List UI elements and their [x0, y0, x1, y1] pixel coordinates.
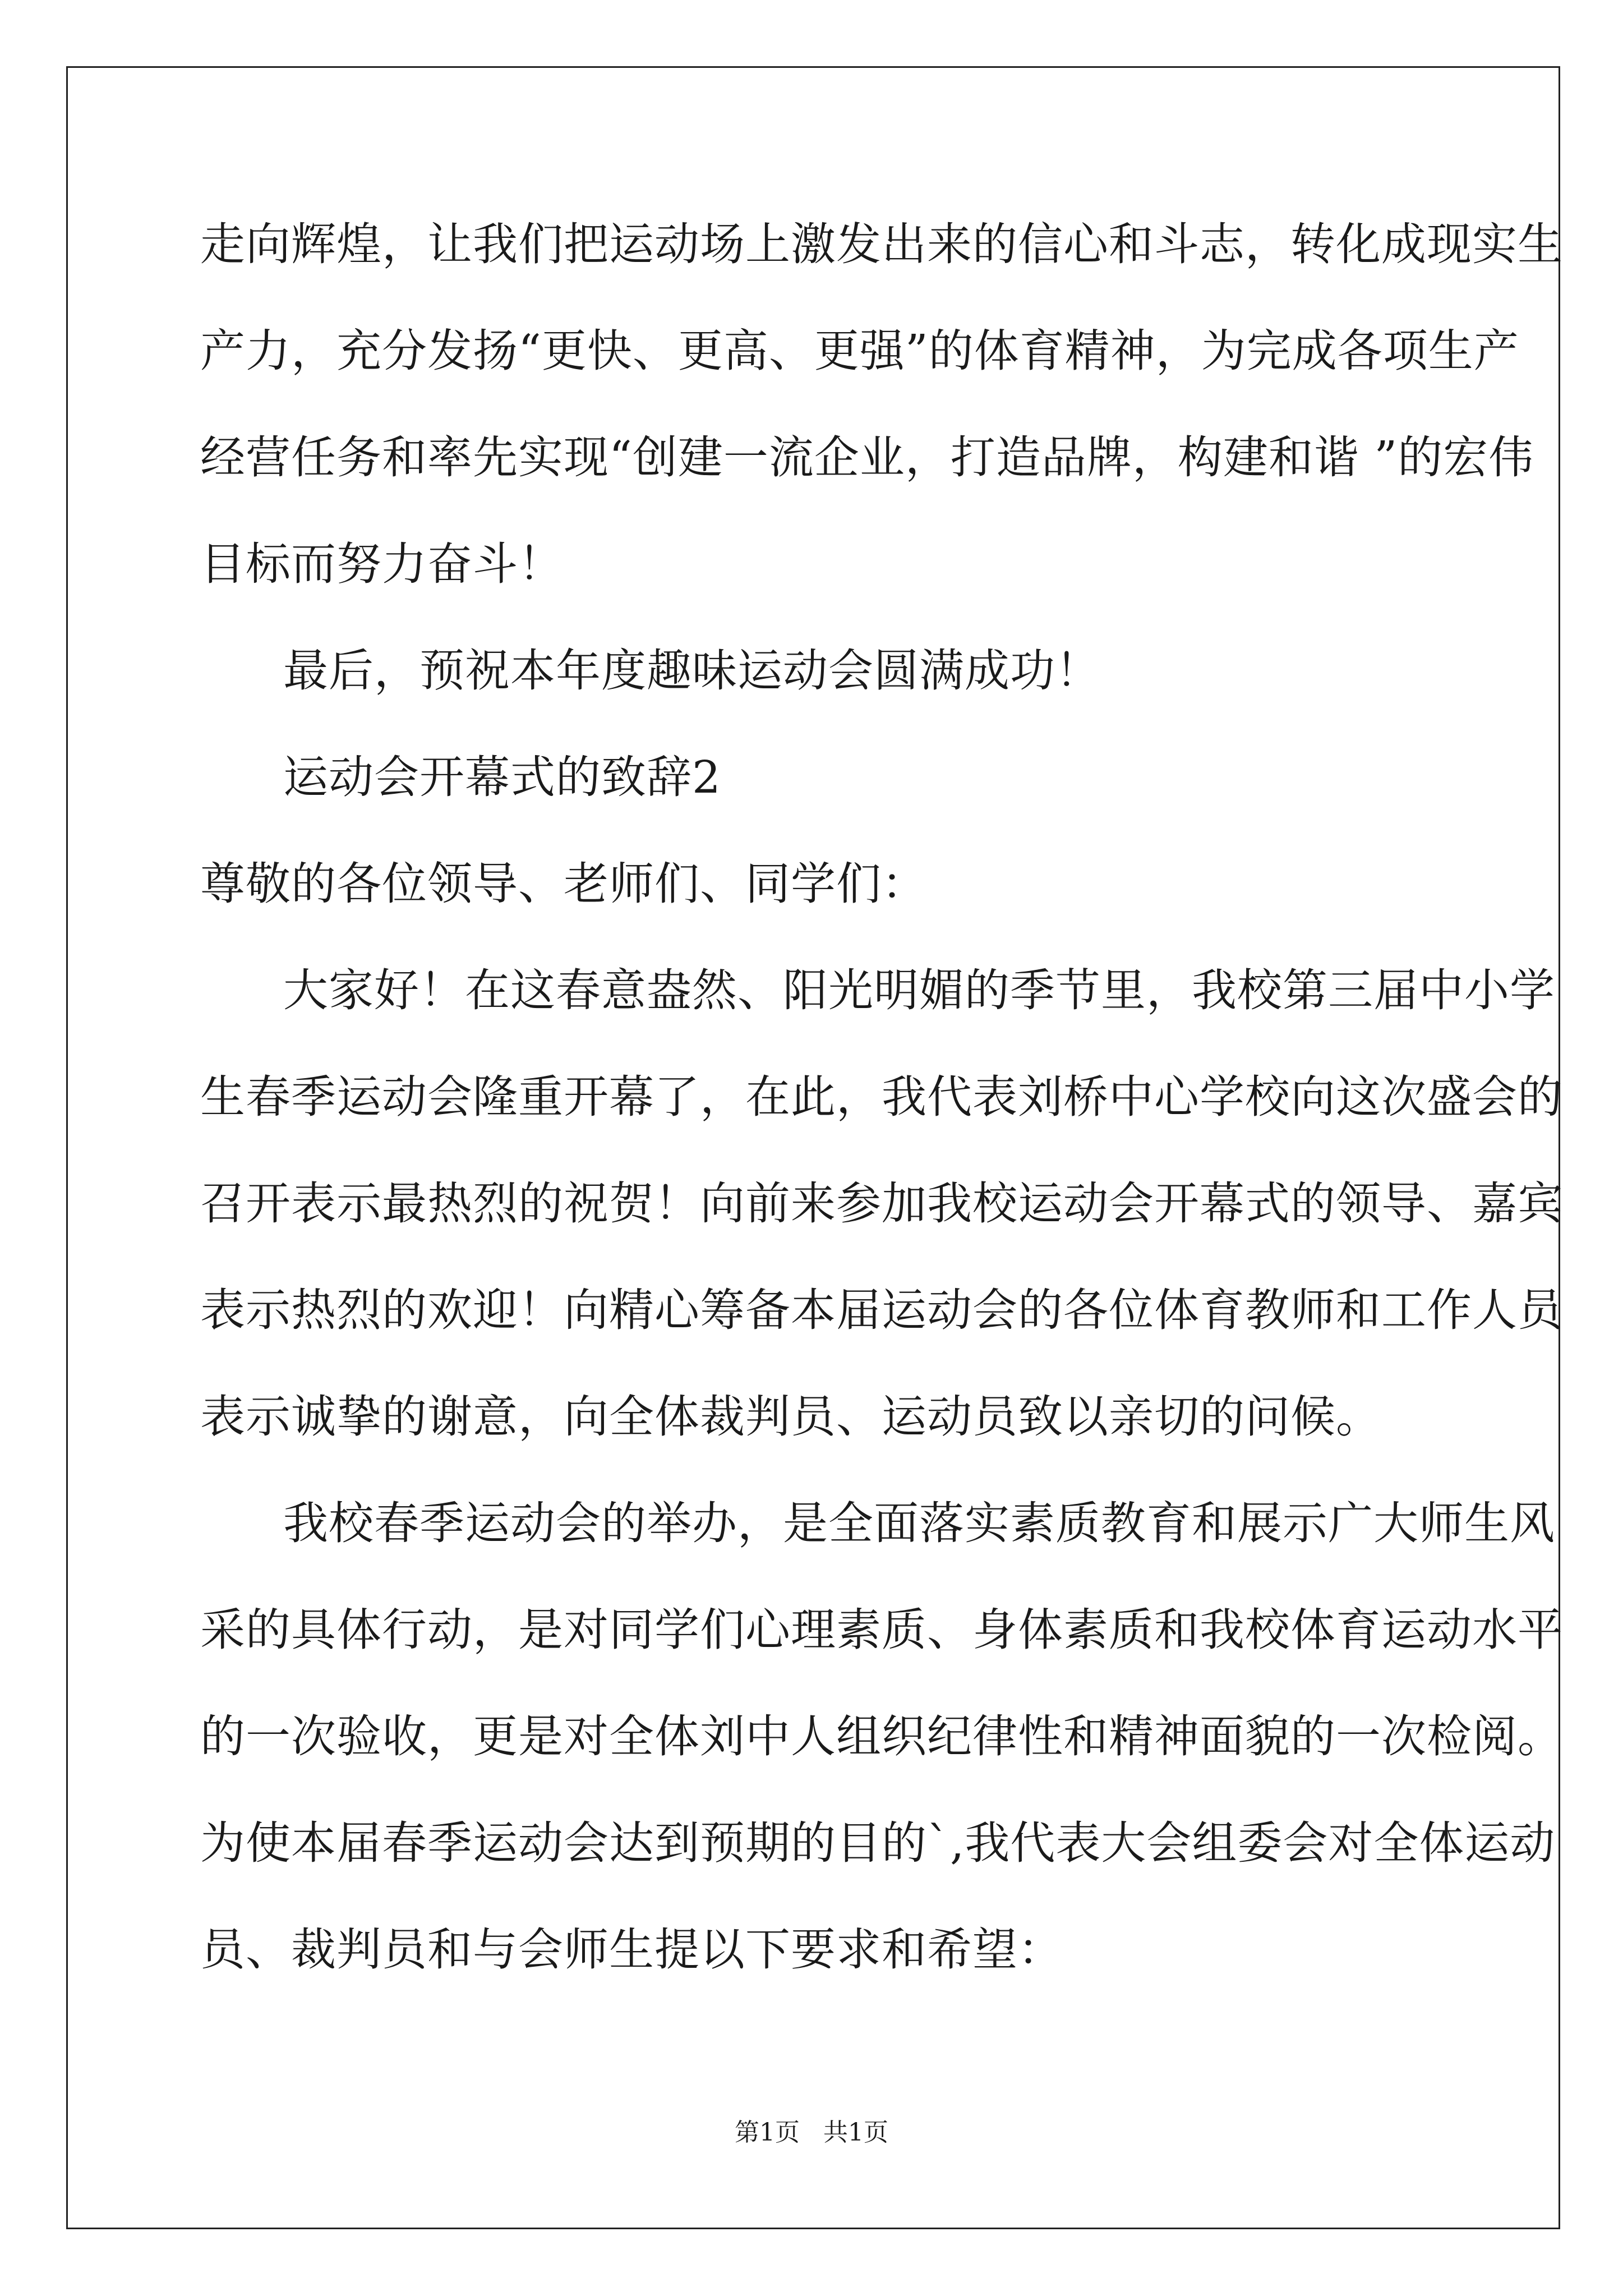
text-line: 目标而努力奋斗！ [200, 538, 564, 590]
text-line: 大家好！在这春意盎然、阳光明媚的季节里，我校第三届中小学 [283, 964, 1555, 1016]
text-line: 生春季运动会隆重开幕了，在此，我代表刘桥中心学校向这次盛会的 [200, 1071, 1563, 1123]
text-line: 员、裁判员和与会师生提以下要求和希望： [200, 1924, 1063, 1976]
section-heading: 运动会开幕式的致辞2 [283, 751, 721, 803]
text-line: 我校春季运动会的举办，是全面落实素质教育和展示广大师生风 [283, 1497, 1555, 1549]
text-line: 召开表示最热烈的祝贺！向前来参加我校运动会开幕式的领导、嘉宾 [200, 1177, 1563, 1230]
page-border [66, 66, 1560, 2229]
text-line: 采的具体行动，是对同学们心理素质、身体素质和我校体育运动水平 [200, 1604, 1563, 1656]
text-line: 产力，充分发扬“更快、更高、更强”的体育精神，为完成各项生产 [200, 325, 1519, 377]
text-line: 的一次验收，更是对全体刘中人组织纪律性和精神面貌的一次检阅。 [200, 1710, 1563, 1763]
text-line: 经营任务和率先实现“创建一流企业，打造品牌，构建和谐 ”的宏伟 [200, 431, 1534, 484]
text-line: 为使本届春季运动会达到预期的目的`,我代表大会组委会对全体运动 [200, 1817, 1556, 1869]
text-line: 走向辉煌，让我们把运动场上激发出来的信心和斗志，转化成现实生 [200, 218, 1563, 270]
text-line: 表示热烈的欢迎！向精心筹备本届运动会的各位体育教师和工作人员 [200, 1284, 1563, 1336]
salutation: 尊敬的各位领导、老师们、同学们： [200, 858, 927, 910]
text-line: 最后，预祝本年度趣味运动会圆满成功！ [283, 645, 1101, 697]
page-footer: 第1页 共1页 [735, 2118, 888, 2147]
text-line: 表示诚挚的谢意，向全体裁判员、运动员致以亲切的问候。 [200, 1391, 1381, 1443]
